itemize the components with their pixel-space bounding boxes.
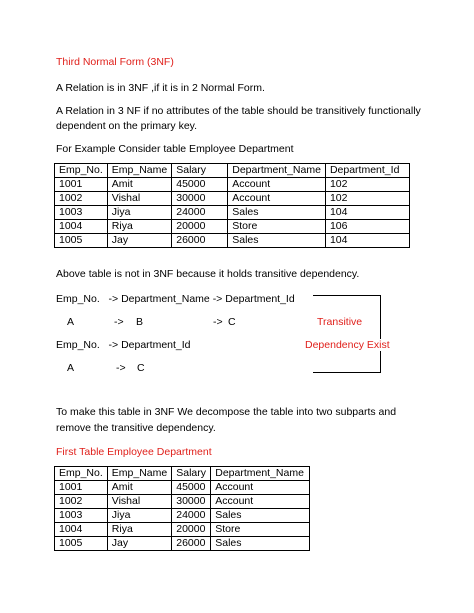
table-cell: Sales: [211, 537, 310, 551]
decompose-paragraph-line-2: remove the transitive dependency.: [56, 422, 216, 434]
table-header-row: [55, 467, 310, 481]
table-cell: 1002: [55, 495, 108, 509]
table-cell: Jiya: [107, 206, 171, 220]
abbrev-arrow: ->: [116, 362, 126, 374]
table-cell: 1003: [55, 509, 108, 523]
dependency-chain-2: Emp_No. -> Department_Id: [56, 339, 191, 351]
table-cell: Account: [211, 495, 310, 509]
rule-paragraph-line-2: dependent on the primary key.: [56, 120, 198, 132]
table-cell: 20000: [172, 220, 228, 234]
abbrev-arrow: ->: [114, 316, 124, 328]
table-header-row: [55, 164, 410, 178]
table-cell: 102: [325, 178, 409, 192]
table-cell: Vishal: [107, 192, 171, 206]
table-cell: 104: [325, 234, 409, 248]
table-row: [55, 206, 410, 220]
table-cell: Riya: [107, 220, 171, 234]
table-row: [55, 481, 310, 495]
abbrev-arrow: ->: [213, 316, 223, 328]
transitive-note-line-1: Transitive: [317, 316, 363, 328]
table-cell: 1001: [55, 178, 108, 192]
table-cell: Amit: [107, 481, 171, 495]
rule-paragraph-line-1: A Relation in 3 NF if no attributes of the table should be transitively functionally: [56, 105, 421, 117]
abbrev-a: A: [67, 362, 75, 374]
abbrev-b: B: [136, 316, 144, 328]
table-header-cell: Department_Name: [228, 164, 326, 178]
table-cell: 45000: [172, 481, 211, 495]
table-header-cell: Salary: [172, 164, 228, 178]
table-row: [55, 523, 310, 537]
table-cell: Jiya: [107, 509, 171, 523]
table-header-cell: Emp_No.: [55, 164, 108, 178]
table-cell: Riya: [107, 523, 171, 537]
table-cell: 104: [325, 206, 409, 220]
not-3nf-statement: Above table is not in 3NF because it holds transitive dependency.: [56, 268, 360, 280]
table-row: [55, 220, 410, 234]
table-cell: Jay: [107, 234, 171, 248]
table-cell: 24000: [172, 509, 211, 523]
table-cell: 1002: [55, 192, 108, 206]
table-cell: 106: [325, 220, 409, 234]
table-header-cell: Department_Id: [325, 164, 409, 178]
table-cell: 1001: [55, 481, 108, 495]
abbrev-a: A: [67, 316, 75, 328]
table-cell: 26000: [172, 234, 228, 248]
table-cell: 20000: [172, 523, 211, 537]
table-cell: Sales: [228, 234, 326, 248]
table-row: [55, 192, 410, 206]
table-cell: Account: [228, 178, 326, 192]
table-cell: 102: [325, 192, 409, 206]
table-cell: Store: [228, 220, 326, 234]
table-row: [55, 509, 310, 523]
abbrev-c: C: [137, 362, 145, 374]
table-cell: Store: [211, 523, 310, 537]
table-cell: 1005: [55, 234, 108, 248]
table-cell: 26000: [172, 537, 211, 551]
transitive-note-line-2: Dependency Exist: [305, 339, 390, 351]
table-cell: 30000: [172, 192, 228, 206]
table-cell: Account: [211, 481, 310, 495]
abbrev-c: C: [228, 316, 236, 328]
definition-paragraph: A Relation is in 3NF ,if it is in 2 Normal Form.: [56, 82, 265, 94]
table-cell: Sales: [228, 206, 326, 220]
table-cell: 1003: [55, 206, 108, 220]
table-row: [55, 234, 410, 248]
table-cell: 1005: [55, 537, 108, 551]
table-row: [55, 537, 310, 551]
table-row: [55, 178, 410, 192]
table-cell: 45000: [172, 178, 228, 192]
table-row: [55, 495, 310, 509]
table-cell: 1004: [55, 220, 108, 234]
section-heading: Third Normal Form (3NF): [56, 56, 174, 68]
table-cell: 1004: [55, 523, 108, 537]
table-header-cell: Emp_Name: [107, 467, 171, 481]
table-header-cell: Department_Name: [211, 467, 310, 481]
dependency-chain-1: Emp_No. -> Department_Name -> Department_Id: [56, 293, 295, 305]
example-intro: For Example Consider table Employee Department: [56, 143, 294, 155]
table-cell: Jay: [107, 537, 171, 551]
employee-department-table: [54, 163, 410, 248]
table-header-cell: Emp_No.: [55, 467, 108, 481]
table-cell: Amit: [107, 178, 171, 192]
first-table-title: First Table Employee Department: [56, 446, 212, 458]
table-cell: Vishal: [107, 495, 171, 509]
table-header-cell: Salary: [172, 467, 211, 481]
table-cell: Account: [228, 192, 326, 206]
first-decomposed-table: [54, 466, 310, 551]
decompose-paragraph-line-1: To make this table in 3NF We decompose the table into two subparts and: [56, 406, 397, 418]
table-cell: Sales: [211, 509, 310, 523]
dependency-bracket: [313, 295, 381, 373]
table-header-cell: Emp_Name: [107, 164, 171, 178]
table-cell: 30000: [172, 495, 211, 509]
table-cell: 24000: [172, 206, 228, 220]
